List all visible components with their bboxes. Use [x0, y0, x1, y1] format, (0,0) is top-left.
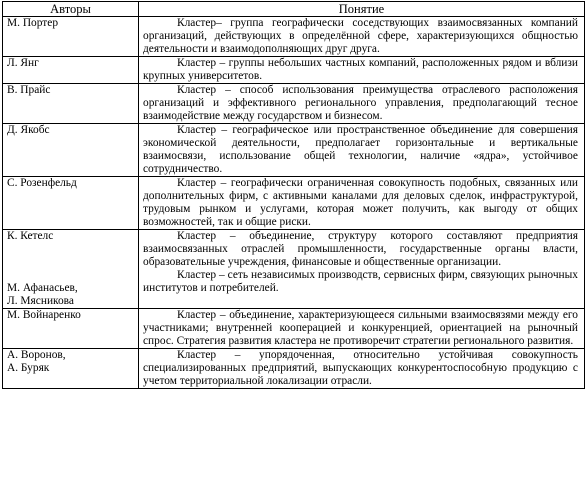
- table-row: [3, 177, 585, 230]
- author-name: А. Воронов,: [7, 349, 66, 361]
- author-name: К. Кетелс: [7, 230, 54, 242]
- definition-cell: Кластер– группа географически соседствующих взаимосвязанных компаний организаций, действующих в определённой сфере, характеризующихся общностью деятельности и взаимодополняющих друг друга.: [139, 17, 585, 57]
- author-cell: [3, 84, 139, 124]
- definition-cell: Кластер – географическое или пространственное объединение для совершения экономической деятельности, предполагает горизонтальные и вертикальные взаимосвязи, использование общей технологии, наличие «ядра», устойчивое сотрудничество.: [139, 124, 585, 177]
- table-row: [3, 349, 585, 389]
- definition-paragraph: Кластер – объединение, структуру которого составляют предприятия взаимосвязанных отраслей промышленности, государственные органы власти, образовательные учреждения, финансовые и общественные организации.: [143, 230, 578, 268]
- author-name: С. Розенфельд: [7, 177, 77, 189]
- table-row: [3, 17, 585, 57]
- author-cell: [3, 57, 139, 84]
- definition-cell: Кластер – группы небольших частных компаний, расположенных рядом и вблизи крупных университетов.: [139, 57, 585, 84]
- header-authors: Авторы: [3, 2, 139, 17]
- table-row: [3, 309, 585, 349]
- cluster-definitions-table: [2, 1, 585, 389]
- author-cell: [3, 309, 139, 349]
- author-name: М. Войнаренко: [7, 309, 81, 321]
- definition-cell: Кластер – объединение, характеризующееся сильными взаимосвязями между его участниками; внутренней кооперацией и конкуренцией, ориентацией на рыночный спрос. Стратегия развития кластера не противоречит стратегии регионального развития.: [139, 309, 585, 349]
- author-name: Л. Мясникова: [7, 295, 74, 307]
- definition-cell: Кластер – упорядоченная, относительно устойчивая совокупность специализированных предприятий, выпускающих конкурентоспособную продукцию с учетом территориальной локализации отрасли.: [139, 349, 585, 389]
- author-name: Д. Якобс: [7, 124, 50, 136]
- author-name: В. Прайс: [7, 84, 51, 96]
- author-cell: [3, 17, 139, 57]
- definition-paragraph: Кластер – сеть независимых производств, сервисных фирм, связующих рыночных институтов и потребителей.: [143, 269, 578, 294]
- author-cell: [3, 349, 139, 389]
- table-row: [3, 230, 585, 309]
- author-cell: [3, 230, 139, 309]
- author-name: М. Портер: [7, 17, 59, 29]
- header-concept: Понятие: [139, 2, 585, 17]
- author-name: М. Афанасьев,: [7, 282, 78, 294]
- definition-cell: Кластер – способ использования преимущества отраслевого расположения организаций и эффективного регионального управления, предполагающий тесное взаимодействие между государством и бизнесом.: [139, 84, 585, 124]
- table-row: [3, 124, 585, 177]
- author-cell: [3, 124, 139, 177]
- table-row: [3, 84, 585, 124]
- author-cell: [3, 177, 139, 230]
- author-spacer: [7, 243, 134, 282]
- table-header-row: [3, 2, 585, 17]
- definitions-table-page: [2, 1, 584, 389]
- author-name: Л. Янг: [7, 57, 39, 69]
- table-row: [3, 57, 585, 84]
- definition-cell: Кластер – географически ограниченная совокупность подобных, связанных или дополнительных фирм, с активными каналами для деловых сделок, инфраструктурой, трудовым рынком и услугами, которая может получить, как выгоду от общих возможностей, так и общие риски.: [139, 177, 585, 230]
- author-name: А. Буряк: [7, 362, 50, 374]
- definition-cell: [139, 230, 585, 309]
